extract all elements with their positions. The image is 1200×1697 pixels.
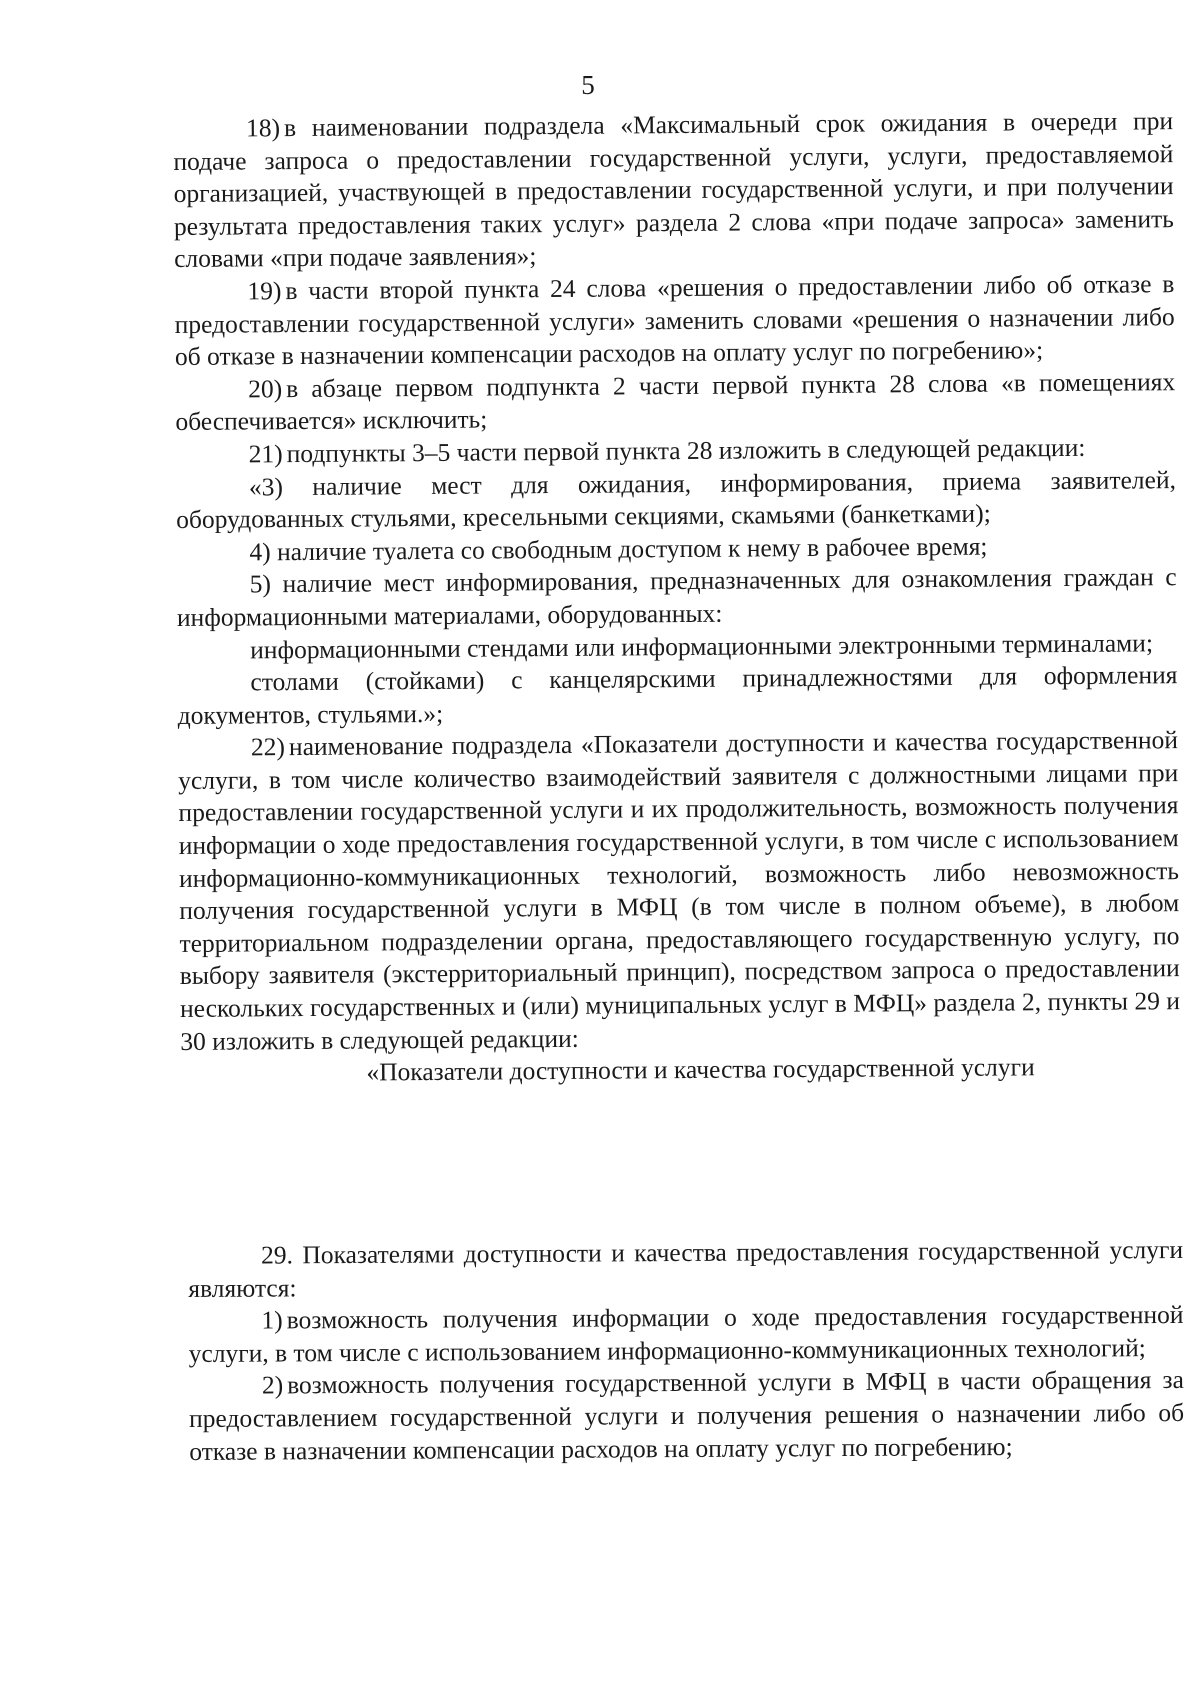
paragraph-text: 29. Показателями доступности и качества предоставления государственной услуги являются:	[188, 1234, 1184, 1303]
paragraph-text: «3) наличие мест для ожидания, информирования, приема заявителей, оборудованных стульями, кресельными секциями, скамьями (банкетками);	[176, 464, 1177, 535]
paragraph-text: в абзаце первом подпункта 2 части первой пункта 28 слова «в помещениях обеспечивается» исключить;	[175, 366, 1176, 437]
section-heading: «Показатели доступности и качества государственной услуги	[366, 1052, 1035, 1087]
paragraph-text: 5) наличие мест информирования, предназначенных для ознакомления граждан с информационными материалами, оборудованных:	[176, 562, 1177, 632]
item-number: 2)	[261, 1370, 284, 1400]
paragraph-19	[174, 268, 1175, 374]
paragraph-text: подпункты 3–5 части первой пункта 28 изложить в следующей редакции:	[286, 432, 1086, 469]
paragraph-text: информационными стендами или информационными электронными терминалами;	[250, 627, 1154, 664]
paragraph-20	[175, 366, 1175, 439]
paragraph-text: 4) наличие туалета со свободным доступом к нему в рабочее время;	[249, 531, 988, 567]
item-number: 18)	[246, 113, 281, 143]
subitem-5	[177, 561, 1177, 634]
paragraph-text: возможность получения государственной услуги в МФЦ в части обращения за предоставлением государственной услуги и получения решения о назначении либо об отказе в назначении компенсации расходов на оплату услуг по погребению;	[189, 1365, 1185, 1466]
item-number: 1)	[261, 1305, 283, 1335]
paragraph-22	[178, 724, 1181, 1058]
paragraph-text: наименование подраздела «Показатели доступности и качества государственной услуги, в том числе количество взаимодействий заявителя с должностными лицами при предоставлении государственной услуги и их продолжительность, возможность получения информации о ходе предоставления государственной услуги, в том числе с использованием информационно-коммуникационных технологий, возможность либо невозможность получения государственной услуги в МФЦ (в том числе в полном объеме), в любом территориальном подразделении органа, предоставляющего государственную услугу, по выбору заявителя (экстерриториальный принцип), посредством запроса о предоставлении нескольких государственных и (или) муниципальных услуг в МФЦ» раздела 2, пункты 29 и 30 изложить в следующей редакции:	[178, 725, 1181, 1056]
paragraph-29-2	[189, 1364, 1185, 1468]
paragraph-text: столами (стойками) с канцелярскими принадлежностями для оформления документов, стульями.»;	[177, 660, 1178, 730]
document-body-lower	[188, 1234, 1184, 1468]
paragraph-29	[188, 1234, 1183, 1305]
paragraph-text: возможность получения информации о ходе предоставления государственной услуги, в том числе с использованием информационно-коммуникационных технологий;	[188, 1300, 1184, 1368]
item-number: 20)	[248, 373, 283, 404]
paragraph-29-1	[188, 1299, 1183, 1370]
item-number: 19)	[247, 276, 282, 306]
paragraph-text: в наименовании подраздела «Максимальный срок ожидания в очереди при подаче запроса о предоставлении государственной услуги, услуги, предоставляемой организацией, участвующей в предоставлении государственной услуги, и при получении результата предоставления таких услуг» раздела 2 слова «при подаче запроса» заменить словами «при подаче заявления»;	[173, 106, 1174, 274]
subitem-tables	[177, 659, 1177, 732]
document-body	[173, 105, 1181, 1125]
subitem-3	[176, 464, 1176, 537]
item-number: 22)	[250, 732, 286, 762]
item-number: 21)	[248, 439, 283, 469]
page-number: 5	[581, 70, 595, 100]
paragraph-18	[173, 105, 1174, 276]
paragraph-text: в части второй пункта 24 слова «решения о предоставлении либо об отказе в предоставлении государственной услуги» заменить словами «решения о назначении либо об отказе в назначении компенсации расходов на оплату услуг по погребению»;	[174, 269, 1175, 372]
